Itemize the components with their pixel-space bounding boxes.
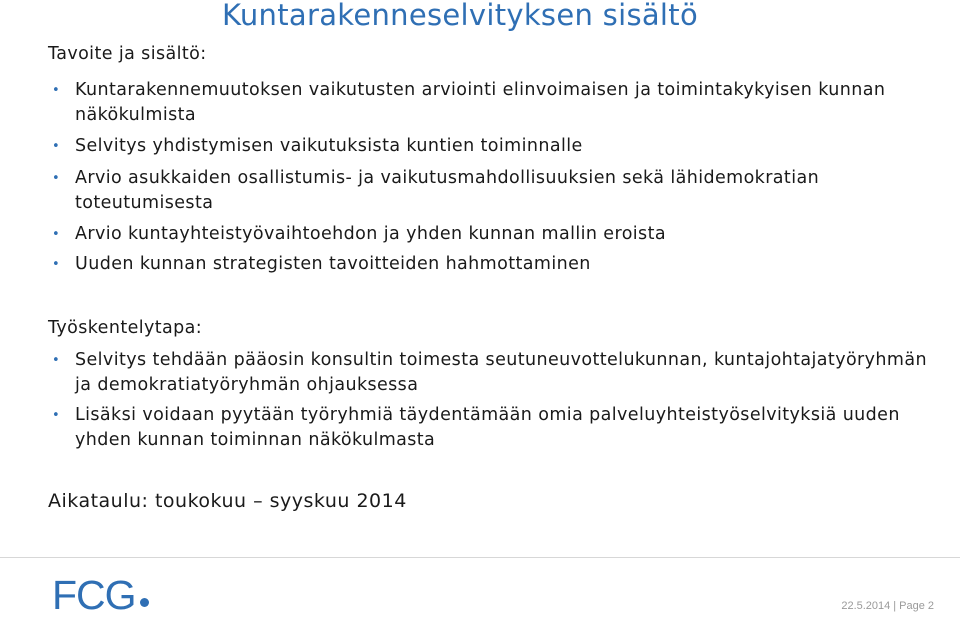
slide-title: Kuntarakenneselvityksen sisältö xyxy=(222,0,698,32)
goals-heading: Tavoite ja sisältö: xyxy=(48,44,207,64)
list-item xyxy=(52,403,942,453)
fcg-logo xyxy=(52,572,149,618)
method-heading: Työskentelytapa: xyxy=(48,318,203,338)
bullet-icon: • xyxy=(52,257,61,272)
list-item xyxy=(52,78,942,128)
bullet-icon: • xyxy=(52,353,61,368)
list-item-text: Lisäksi voidaan pyytään työryhmiä täydentämään omia palveluyhteistyöselvityksiä uuden yhden kunnan toiminnan näkökulmasta xyxy=(75,405,900,450)
bullet-icon: • xyxy=(52,139,61,154)
page-number: Page 2 xyxy=(899,600,934,612)
bullet-icon: • xyxy=(52,227,61,242)
logo-dot-icon xyxy=(140,598,149,607)
list-item-text: Arvio asukkaiden osallistumis- ja vaikutusmahdollisuuksien sekä lähidemokratian toteutumisesta xyxy=(75,168,820,213)
list-item-text: Arvio kuntayhteistyövaihtoehdon ja yhden kunnan mallin eroista xyxy=(75,224,666,244)
schedule-text: Aikataulu: toukokuu – syyskuu 2014 xyxy=(48,490,407,512)
bullet-icon: • xyxy=(52,171,61,186)
list-item-text: Kuntarakennemuutoksen vaikutusten arviointi elinvoimaisen ja toimintakykyisen kunnan näkökulmista xyxy=(75,80,886,125)
footer-divider xyxy=(0,557,960,558)
list-item-text: Selvitys yhdistymisen vaikutuksista kuntien toiminnalle xyxy=(75,136,583,156)
list-item xyxy=(52,222,942,247)
footer-meta: 22.5.2014 | Page 2 xyxy=(841,600,934,612)
list-item xyxy=(52,134,942,159)
footer-date: 22.5.2014 xyxy=(841,600,891,612)
bullet-icon: • xyxy=(52,83,61,98)
list-item-text: Uuden kunnan strategisten tavoitteiden hahmottaminen xyxy=(75,254,591,274)
list-item xyxy=(52,166,942,216)
bullet-icon: • xyxy=(52,408,61,423)
logo-text: FCG xyxy=(52,572,136,618)
list-item xyxy=(52,348,942,398)
list-item xyxy=(52,252,942,277)
list-item-text: Selvitys tehdään pääosin konsultin toimesta seutuneuvottelukunnan, kuntajohtajatyöryhmän ja demokratiatyöryhmän ohjauksessa xyxy=(75,350,927,395)
